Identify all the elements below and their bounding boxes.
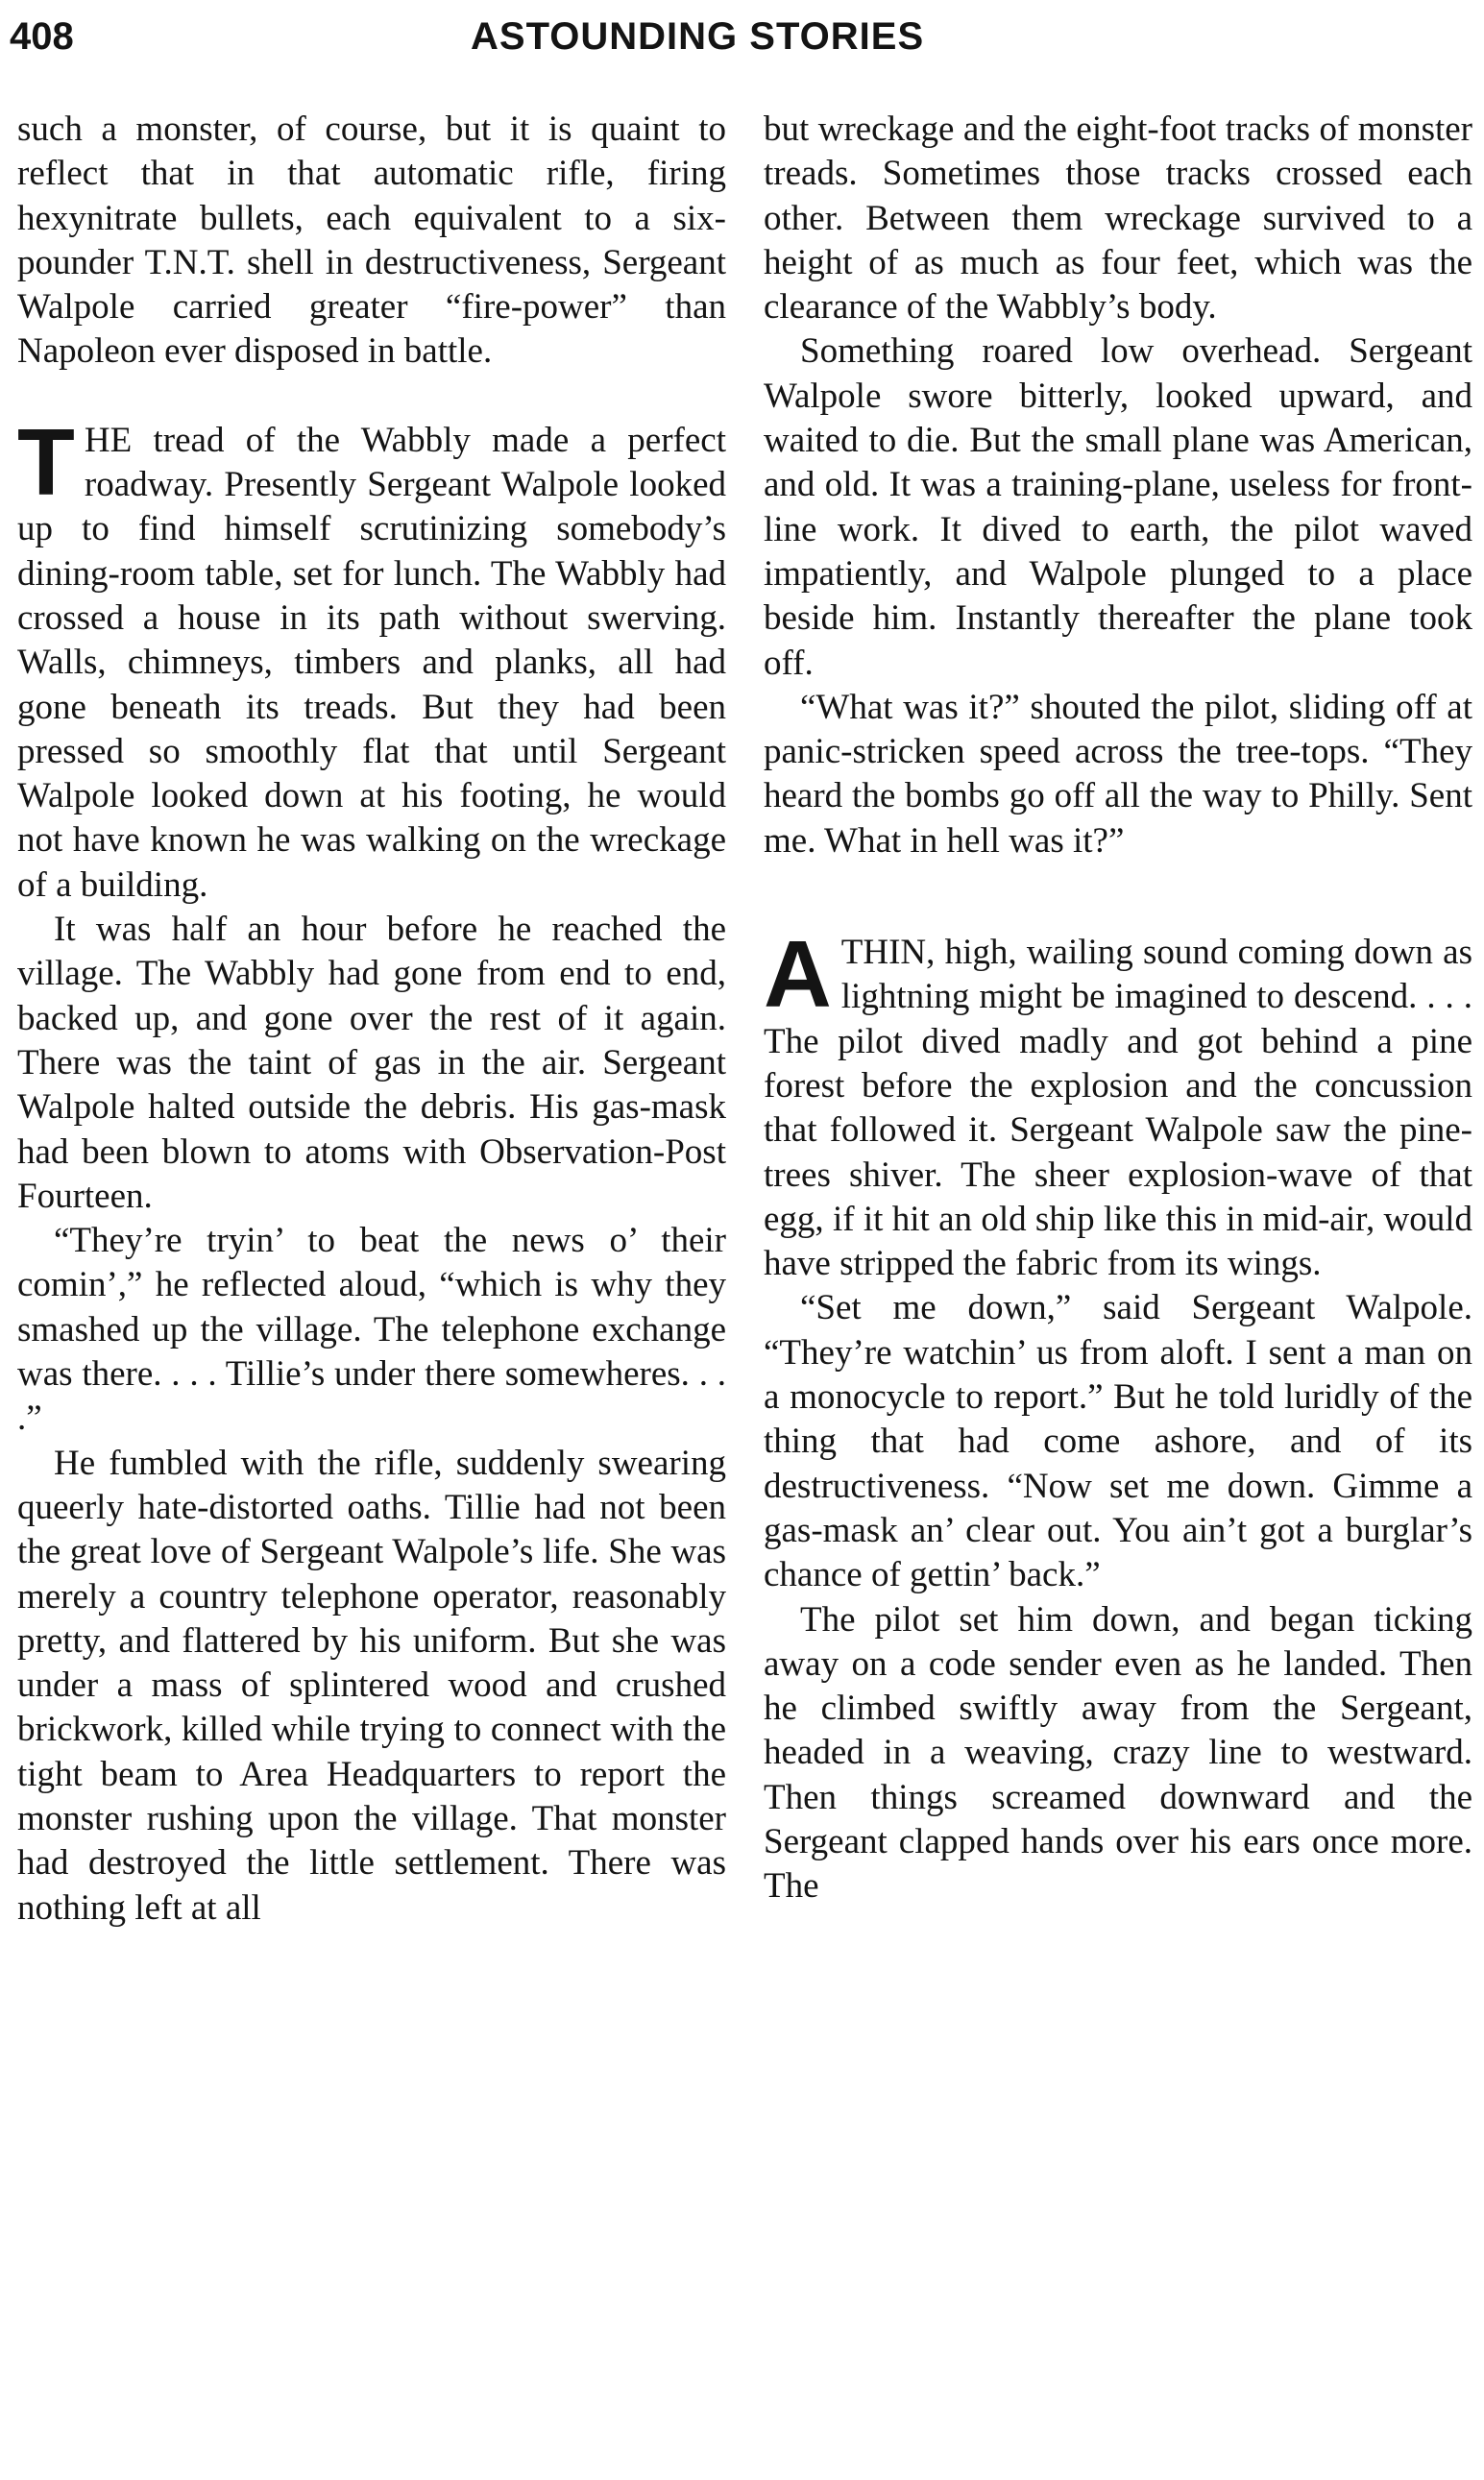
section-break: [764, 863, 1472, 931]
page-number: 408: [10, 15, 74, 58]
paragraph-text: THIN, high, wailing sound coming down as lightning might be imagined to descend. . . . The pilot dived madly and got behind a pine forest before the explosion and the concussion that followed it. Sergeant Walpole saw the pine-trees shiver. The sheer explosion-wave of that egg, if it hit an old ship like this in mid-air, would have stripped the fabric from its wings.: [764, 933, 1472, 1284]
left-column: [17, 108, 726, 1931]
right-column: [764, 108, 1472, 1909]
page-header: [10, 8, 1474, 65]
running-head: ASTOUNDING STORIES: [471, 15, 925, 58]
paragraph: “Set me down,” said Sergeant Walpole. “They’re watchin’ us from aloft. I sent a man on a monocycle to report.” But he told luridly of the thing that had come ashore, and of its destructiveness. “Now set me down. Gimme a gas-mask an’ clear out. You ain’t got a burglar’s chance of gettin’ back.”: [764, 1288, 1472, 1595]
paragraph: “What was it?” shouted the pilot, sliding off at panic-stricken speed across the tree-tops. “They heard the bombs go off all the way to Philly. Sent me. What in hell was it?”: [764, 687, 1472, 861]
paragraph: He fumbled with the rifle, suddenly swearing queerly hate-distorted oaths. Tillie had not been the great love of Sergeant Walpole’s life. She was merely a country telephone operator, reasonably pretty, and flattered by his uniform. But she was under a mass of splintered wood and crushed brickwork, killed while trying to connect with the tight beam to Area Headquarters to report the monster rushing upon the village. That monster had destroyed the little settlement. There was nothing left at all: [17, 1443, 726, 1928]
paragraph-with-drop-cap: [17, 408, 726, 908]
paragraph-with-drop-cap: [764, 921, 1472, 1286]
paragraph: such a monster, of course, but it is quaint to reflect that in that automatic rifle, firing hexynitrate bullets, each equivalent to a six-pounder T.N.T. shell in destructiveness, Sergeant Walpole carried greater “fire-power” than Napoleon ever disposed in battle.: [17, 109, 726, 372]
paragraph: but wreckage and the eight-foot tracks of monster treads. Sometimes those tracks crossed each other. Between them wreckage survived to a height of as much as four feet, which was the clearance of the Wabbly’s body.: [764, 109, 1472, 328]
paragraph: The pilot set him down, and began ticking away on a code sender even as he landed. Then he climbed swiftly away from the Sergeant, headed in a weaving, crazy line to westward. Then things screamed downward and the Sergeant clapped hands over his ears once more. The: [764, 1599, 1472, 1907]
drop-cap: T: [17, 408, 75, 515]
drop-cap: A: [764, 921, 832, 1028]
paragraph-text: HE tread of the Wabbly made a perfect roadway. Presently Sergeant Walpole looked up to find himself scrutinizing somebody’s dining-room table, set for lunch. The Wabbly had crossed a house in its path without swerving. Walls, chimneys, timbers and planks, all had gone beneath its treads. But they had been pressed so smoothly flat that until Sergeant Walpole looked down at his footing, he would not have known he was walking on the wreckage of a building.: [17, 420, 726, 905]
paragraph: Something roared low overhead. Sergeant Walpole swore bitterly, looked upward, and waited to die. But the small plane was American, and old. It was a training-plane, useless for front-line work. It dived to earth, the pilot waved impatiently, and Walpole plunged to a place beside him. Instantly thereafter the plane took off.: [764, 331, 1472, 683]
paragraph: “They’re tryin’ to beat the news o’ their comin’,” he reflected aloud, “which is why they smashed up the village. The telephone exchange was there. . . . Tillie’s under there somewheres. . . .”: [17, 1221, 726, 1439]
paragraph: It was half an hour before he reached the village. The Wabbly had gone from end to end, backed up, and gone over the rest of it again. There was the taint of gas in the air. Sergeant Walpole halted outside the debris. His gas-mask had been blown to atoms with Observation-Post Fourteen.: [17, 910, 726, 1216]
section-break: [17, 375, 726, 419]
